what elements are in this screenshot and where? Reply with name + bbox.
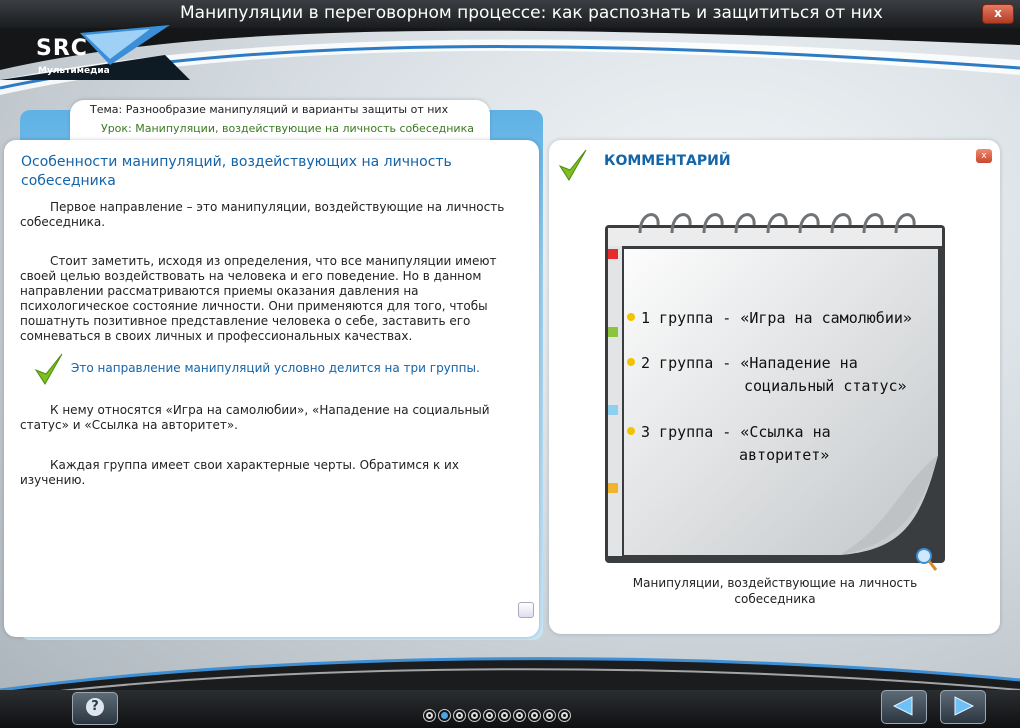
next-button[interactable] <box>940 690 986 724</box>
page-dot[interactable] <box>468 709 481 722</box>
page-dot[interactable] <box>528 709 541 722</box>
title-bar <box>0 0 1020 28</box>
group-2-text: 2 группа - «Нападение на <box>641 354 858 372</box>
arrow-left-icon <box>890 695 918 717</box>
group-item-3 <box>627 421 831 467</box>
bullet-icon <box>627 313 635 321</box>
group-item-2 <box>627 352 907 398</box>
arrow-right-icon <box>949 695 977 717</box>
page-dot[interactable] <box>423 709 436 722</box>
group-3-text-cont: авторитет» <box>739 446 830 464</box>
group-3-text: 3 группа - «Ссылка на <box>641 423 831 441</box>
comment-close-button[interactable] <box>976 149 992 163</box>
logo-name: SRC <box>36 36 88 61</box>
group-2-text-cont: социальный статус» <box>744 377 907 395</box>
close-icon: x <box>994 6 1002 20</box>
page-indicator <box>423 709 571 722</box>
window-title: Манипуляции в переговорном процессе: как распознать и защититься от них <box>180 3 883 23</box>
topic-label: Тема: Разнообразие манипуляций и варианты защиты от них <box>90 103 449 116</box>
close-icon: x <box>981 151 987 161</box>
group-item-1 <box>627 307 912 330</box>
zoom-icon[interactable] <box>914 546 940 574</box>
page-dot[interactable] <box>483 709 496 722</box>
logo-subtitle: Мультимедиа <box>38 66 110 76</box>
content-heading: Особенности манипуляций, воздействующих на личность собеседника <box>21 154 452 189</box>
prev-button[interactable] <box>881 690 927 724</box>
check-icon <box>34 352 64 386</box>
bullet-icon <box>627 358 635 366</box>
lesson-label: Урок: Манипуляции, воздействующие на личность собеседника <box>101 122 474 135</box>
page-dot[interactable] <box>453 709 466 722</box>
paragraph-3: К нему относятся «Игра на самолюбии», «Нападение на социальный статус» и «Ссылка на авторитет». <box>20 403 490 432</box>
window-close-button[interactable] <box>982 4 1014 24</box>
comment-title: КОММЕНТАРИЙ <box>604 153 731 169</box>
paragraph-4: Каждая группа имеет свои характерные черты. Обратимся к их изучению. <box>20 458 459 487</box>
bullet-icon <box>627 427 635 435</box>
group-1-text: 1 группа - «Игра на самолюбии» <box>641 309 912 327</box>
page-dot[interactable] <box>513 709 526 722</box>
check-icon <box>557 148 589 182</box>
logo-graphic <box>0 25 190 85</box>
notebook-caption: Манипуляции, воздействующие на личность собеседника <box>632 576 918 606</box>
help-icon: ? <box>86 698 104 716</box>
page-dot-current[interactable] <box>438 709 451 722</box>
paragraph-1: Первое направление – это манипуляции, воздействующие на личность собеседника. <box>20 200 505 229</box>
paragraph-2: Стоит заметить, исходя из определения, что все манипуляции имеют своей целью воздействовать на человека и его поведение. Но в данном направлении рассматриваются приемы оказания давления на психологическое состояние личности. Они применяются для того, чтобы пошатнуть позитивное представление человека о себе, заставить его сомневаться в своих личных и профессиональных качествах. <box>20 254 497 343</box>
help-button[interactable] <box>72 692 118 725</box>
highlight-text: Это направление манипуляций условно делится на три группы. <box>71 361 480 375</box>
page-dot[interactable] <box>543 709 556 722</box>
scroll-button[interactable] <box>518 602 534 618</box>
page-dot[interactable] <box>558 709 571 722</box>
page-dot[interactable] <box>498 709 511 722</box>
